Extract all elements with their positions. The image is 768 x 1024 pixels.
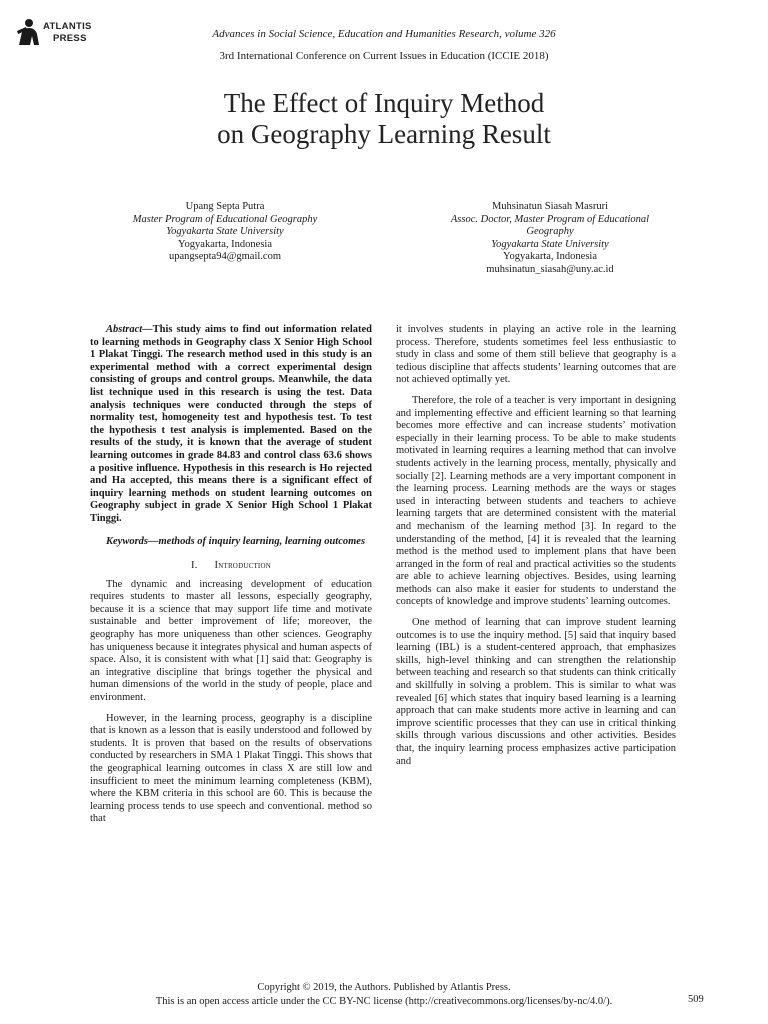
keywords: Keywords—methods of inquiry learning, learning outcomes [106, 535, 366, 547]
author-affiliation: Assoc. Doctor, Master Program of Educational [450, 213, 650, 225]
license-notice: This is an open access article under the CC BY-NC license (http://creativecommons.org/licenses/by-nc/4.0/). [155, 996, 613, 1007]
author-institution: Yogyakarta State University [166, 226, 284, 238]
page-number: 509 [688, 994, 704, 1005]
author-location: Yogyakarta, Indonesia [178, 238, 272, 250]
body-paragraph: However, in the learning process, geography is a discipline that is known as a lesson that is easily understood and followed by students. It is proven that based on the results of observations conducted by researchers in SMA 1 Plakat Tinggi. This shows that the geographical learning outcomes in class X are still low and insufficient to meet the minimum learning completeness (KBM), where the KBM criteria in this school are 60. This is because the learning process tends to use speech and conventional. method so that [90, 712, 372, 825]
body-paragraph: Therefore, the role of a teacher is very important in designing and implementing effective and efficient learning so that learning becomes more effective and can increase students’ motivation especially in their learning process. To be able to make students motivated in learning requires a learning method that can involve students actively in the learning process, mentally, physically and socially [2]. Learning methods are a very important component in the learning process. Learning methods are the ways or stages used in interacting between students and teachers to achieve learning targets that are determined consistent with the material and mechanism of the learning method [3]. In regard to the understanding of the method, [4] it is revealed that the learning method is the method used to implement plans that have been arranged in the form of real and practical activities so the students are able to achieve learning objectives. Besides, using learning methods can also make it easier for students to understand the concepts of knowledge and improve students’ learning outcomes. [396, 394, 676, 608]
body-paragraph: The dynamic and increasing development of education requires students to master all lessons, especially geography, because it is a science that may support life time and motivate sustainable and better improvement of life; moreover, the geography has more uniqueness than other sciences. Geography has uniqueness because it integrates physical and human aspects of space. Also, it is consistent with what [1] said that: Geography is an integrative discipline that brings together the physical and human dimensions of the world in the study of people, place and environment. [90, 578, 372, 704]
abstract [90, 324, 372, 526]
publisher-name-line2: PRESS [53, 33, 87, 44]
publisher-name-line1: ATLANTIS [43, 21, 92, 32]
body-paragraph: it involves students in playing an active role in the learning process. Therefore, students sometimes feel less enthusiastic to study in class and some of them still believe that geography is a tedious discipline that affects students’ learning outcomes that are not achieved optimally yet. [396, 324, 676, 386]
section-heading [90, 560, 372, 573]
section-title: Introduction [214, 560, 271, 572]
author-affiliation-cont: Geography [526, 226, 574, 238]
abstract-lead: Abstract— [106, 324, 153, 335]
author-email[interactable]: upangsepta94@gmail.com [168, 251, 282, 263]
body-paragraph: One method of learning that can improve student learning outcomes is to use the inquiry method. [5] said that inquiry based learning (IBL) is a student-centered approach, that emphasizes skills, high-level thinking and can strengthen the relationship between teaching and research so that students can think critically and skillfully in solving a problem. This is similar to what was revealed [6] which states that inquiry based learning is a learning approach that can make students more active in learning and can improve scientific processes that they can use in critical thinking skills through various discussions and other activities. Besides that, the inquiry learning process emphasizes active participation and [396, 617, 676, 767]
author-location: Yogyakarta, Indonesia [503, 251, 597, 263]
section-number: I. [191, 560, 198, 572]
copyright-notice: Copyright © 2019, the Authors. Published by Atlantis Press. [257, 982, 511, 993]
right-column [396, 324, 676, 776]
journal-series: Advances in Social Science, Education and Humanities Research, volume 326 [212, 28, 556, 40]
paper-title-line2: on Geography Learning Result [217, 119, 551, 149]
left-column [90, 324, 372, 834]
author-block-1 [100, 201, 350, 264]
author-name: Upang Septa Putra [185, 201, 265, 212]
author-institution: Yogyakarta State University [491, 238, 609, 250]
author-block-2 [410, 201, 690, 277]
author-affiliation: Master Program of Educational Geography [132, 213, 318, 225]
paper-title [0, 88, 768, 150]
conference-name: 3rd International Conference on Current Issues in Education (ICCIE 2018) [219, 50, 549, 62]
author-email[interactable]: muhsinatun_siasah@uny.ac.id [486, 263, 614, 275]
paper-title-line1: The Effect of Inquiry Method [223, 88, 545, 118]
abstract-text: This study aims to find out information related to learning methods in Geography class X Senior High School 1 Plakat Tinggi. The research method used in this study is an experimental method with a correct experimental design consisting of groups and control groups. Meanwhile, the data list technique used in this research is using the test. Data analysis techniques were conducted through the steps of normality test, homogeneity test and hypothesis test. To test the hypothesis t test analysis is implemented. Based on the results of the study, it is known that the average of student learning outcomes in grade 84.83 and control class 63.6 shows a positive influence. Hypothesis in this research is Ho rejected and Ha accepted, this means there is a significant effect of inquiry learning methods on student learning outcomes on Geography subject in grade X Senior High School 1 Plakat Tinggi. [90, 324, 372, 524]
author-name: Muhsinatun Siasah Masruri [491, 201, 609, 212]
